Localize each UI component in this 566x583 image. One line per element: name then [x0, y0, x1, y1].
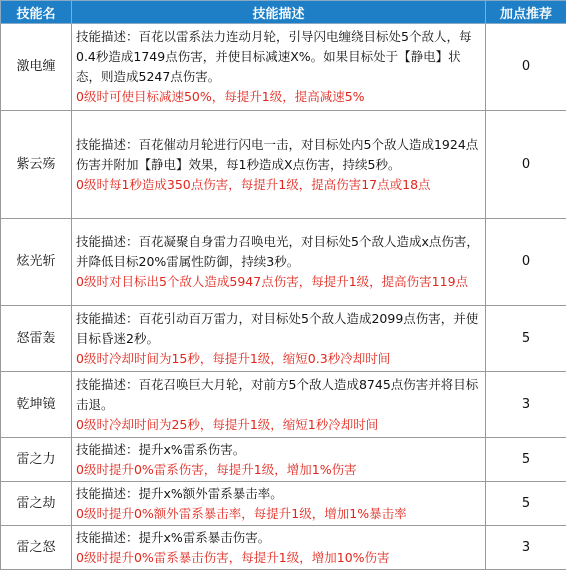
skill-description-cell	[72, 111, 486, 219]
header-skill-desc: 技能描述	[72, 1, 486, 24]
table-row	[1, 306, 566, 372]
skill-upgrade: 0级时每1秒造成350点伤害，每提升1级，提高伤害17点或18点	[76, 176, 431, 192]
skill-points: 5	[486, 306, 566, 372]
skill-name: 雷之力	[1, 438, 72, 482]
skill-description-cell	[72, 526, 486, 570]
table-row	[1, 526, 566, 570]
skill-upgrade: 0级时冷却时间为25秒，每提升1级，缩短1秒冷却时间	[76, 416, 379, 432]
skill-description-cell	[72, 438, 486, 482]
table-row	[1, 482, 566, 526]
skill-description-cell	[72, 219, 486, 306]
skill-points: 5	[486, 438, 566, 482]
skill-description: 技能描述：提升x%额外雷系暴击率。	[76, 485, 283, 501]
table-row	[1, 24, 566, 111]
skill-upgrade: 0级时提升0%雷系伤害，每提升1级，增加1%伤害	[76, 461, 357, 477]
skill-name: 炫光斩	[1, 219, 72, 306]
skill-description-cell	[72, 372, 486, 438]
table-header-row	[1, 1, 566, 24]
skill-points: 3	[486, 526, 566, 570]
header-points: 加点推荐	[486, 1, 566, 24]
skill-description: 技能描述：提升x%雷系暴击伤害。	[76, 529, 271, 545]
skill-upgrade: 0级时可使目标减速50%，每提升1级，提高减速5%	[76, 89, 365, 104]
table-row	[1, 219, 566, 306]
skill-description: 技能描述：百花催动月轮进行闪电一击，对目标处内5个敌人造成1924点伤害并附加【静电】效果，每1秒造成X点伤害，持续5秒。	[76, 136, 479, 172]
skill-points: 3	[486, 372, 566, 438]
header-skill-name: 技能名	[1, 1, 72, 24]
skill-points: 0	[486, 111, 566, 219]
skill-name: 激电缠	[1, 24, 72, 111]
skill-points: 0	[486, 219, 566, 306]
skill-description: 技能描述：百花凝聚自身雷力召唤电光，对目标处5个敌人造成x点伤害，并降低目标20%雷属性防御，持续3秒。	[76, 234, 479, 269]
skill-description-cell	[72, 24, 486, 111]
skill-description-cell	[72, 306, 486, 372]
skill-upgrade: 0级时提升0%额外雷系暴击率，每提升1级，增加1%暴击率	[76, 505, 407, 521]
table-row	[1, 438, 566, 482]
table-row	[1, 372, 566, 438]
skill-points: 5	[486, 482, 566, 526]
skill-name: 雷之怒	[1, 526, 72, 570]
skill-name: 怒雷轰	[1, 306, 72, 372]
skill-name: 雷之劫	[1, 482, 72, 526]
skill-name: 乾坤镜	[1, 372, 72, 438]
skill-description: 技能描述：百花引动百万雷力，对目标处5个敌人造成2099点伤害，并使目标昏迷2秒。	[76, 310, 479, 346]
skill-upgrade: 0级时提升0%雷系暴击伤害，每提升1级，增加10%伤害	[76, 549, 390, 565]
skill-upgrade: 0级时对目标出5个敌人造成5947点伤害，每提升1级，提高伤害119点	[76, 274, 469, 289]
skill-description: 技能描述：提升x%雷系伤害。	[76, 441, 246, 457]
skill-description: 技能描述：百花以雷系法力连动月轮，引导闪电缠绕目标处5个敌人，每0.4秒造成1749点伤害，并使目标减速X%。如果目标处于【静电】状态，则造成5247点伤害。	[76, 29, 472, 84]
table-row	[1, 111, 566, 219]
skill-description: 技能描述：百花召唤巨大月轮，对前方5个敌人造成8745点伤害并将目标击退。	[76, 376, 479, 412]
skill-upgrade: 0级时冷却时间为15秒，每提升1级，缩短0.3秒冷却时间	[76, 350, 391, 366]
skill-name: 紫云殇	[1, 111, 72, 219]
skill-points: 0	[486, 24, 566, 111]
skill-description-cell	[72, 482, 486, 526]
